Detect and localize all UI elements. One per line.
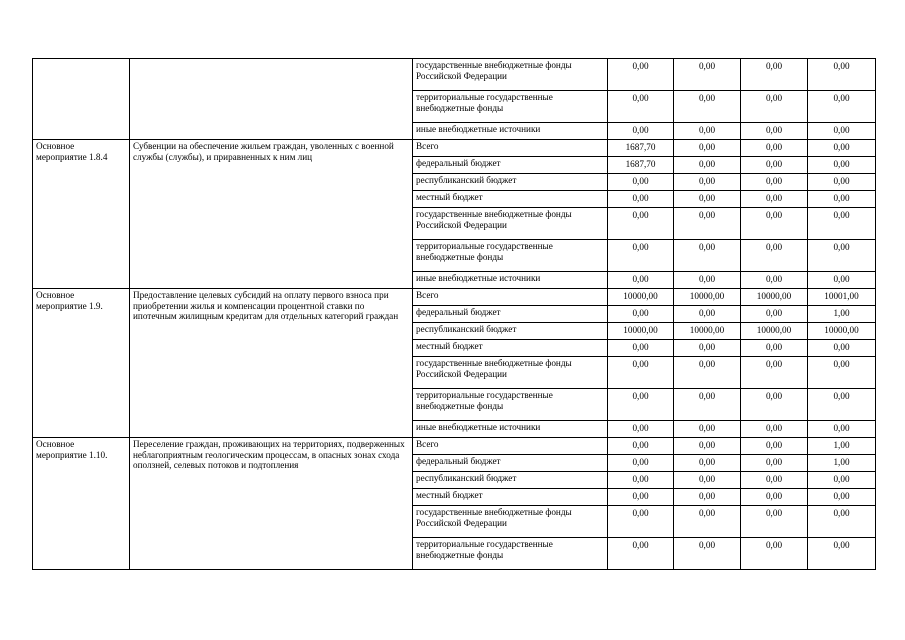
- amount-cell: 0,00: [674, 506, 741, 538]
- amount-cell: 0,00: [674, 340, 741, 357]
- amount-cell: 0,00: [741, 140, 808, 157]
- amount-cell: 0,00: [674, 91, 741, 123]
- amount-cell: 0,00: [808, 191, 876, 208]
- amount-cell: 0,00: [808, 489, 876, 506]
- amount-cell: 0,00: [741, 306, 808, 323]
- amount-cell: 0,00: [608, 357, 674, 389]
- amount-cell: 0,00: [608, 421, 674, 438]
- table-row: [33, 438, 876, 455]
- funding-source: иные внебюджетные источники: [413, 272, 608, 289]
- activity-title: Переселение граждан, проживающих на территориях, подверженных неблагоприятным геологическим процессам, в опасных зонах схода оползней, селевых потоков и подтопления: [130, 438, 413, 570]
- amount-cell: 0,00: [741, 157, 808, 174]
- funding-source: республиканский бюджет: [413, 174, 608, 191]
- amount-cell: 0,00: [608, 506, 674, 538]
- amount-cell: 0,00: [741, 455, 808, 472]
- amount-cell: 1,00: [808, 455, 876, 472]
- activity-code: Основное мероприятие 1.9.: [33, 289, 130, 438]
- amount-cell: 0,00: [741, 191, 808, 208]
- amount-cell: 0,00: [808, 421, 876, 438]
- amount-cell: 10000,00: [741, 323, 808, 340]
- funding-source: федеральный бюджет: [413, 157, 608, 174]
- activity-code: Основное мероприятие 1.10.: [33, 438, 130, 570]
- amount-cell: 0,00: [808, 240, 876, 272]
- amount-cell: 0,00: [674, 489, 741, 506]
- amount-cell: 10000,00: [808, 323, 876, 340]
- amount-cell: 0,00: [808, 123, 876, 140]
- amount-cell: 0,00: [741, 506, 808, 538]
- funding-source: федеральный бюджет: [413, 306, 608, 323]
- amount-cell: 0,00: [741, 357, 808, 389]
- funding-source: государственные внебюджетные фонды Российской Федерации: [413, 208, 608, 240]
- amount-cell: 10001,00: [808, 289, 876, 306]
- amount-cell: 0,00: [808, 389, 876, 421]
- amount-cell: 0,00: [741, 421, 808, 438]
- amount-cell: 0,00: [674, 123, 741, 140]
- funding-source: иные внебюджетные источники: [413, 123, 608, 140]
- amount-cell: 10000,00: [741, 289, 808, 306]
- amount-cell: 10000,00: [608, 289, 674, 306]
- activity-title: Субвенции на обеспечение жильем граждан, уволенных с военной службы (службы), и приравненных к ним лиц: [130, 140, 413, 289]
- amount-cell: 1,00: [808, 438, 876, 455]
- amount-cell: 0,00: [808, 59, 876, 91]
- amount-cell: 0,00: [674, 538, 741, 570]
- funding-source: территориальные государственные внебюджетные фонды: [413, 240, 608, 272]
- amount-cell: 1687,70: [608, 157, 674, 174]
- amount-cell: 0,00: [674, 389, 741, 421]
- amount-cell: 0,00: [608, 191, 674, 208]
- funding-source: Всего: [413, 438, 608, 455]
- amount-cell: 0,00: [674, 240, 741, 272]
- amount-cell: 0,00: [674, 272, 741, 289]
- amount-cell: 0,00: [741, 208, 808, 240]
- funding-source: республиканский бюджет: [413, 472, 608, 489]
- budget-table-body: [33, 59, 876, 570]
- amount-cell: 0,00: [608, 91, 674, 123]
- funding-source: территориальные государственные внебюджетные фонды: [413, 538, 608, 570]
- funding-source: Всего: [413, 140, 608, 157]
- amount-cell: 0,00: [741, 489, 808, 506]
- amount-cell: 0,00: [608, 455, 674, 472]
- amount-cell: 0,00: [741, 123, 808, 140]
- amount-cell: 0,00: [741, 538, 808, 570]
- amount-cell: 0,00: [608, 59, 674, 91]
- amount-cell: 0,00: [808, 472, 876, 489]
- amount-cell: 0,00: [741, 389, 808, 421]
- funding-source: территориальные государственные внебюджетные фонды: [413, 91, 608, 123]
- amount-cell: 1,00: [808, 306, 876, 323]
- funding-source: местный бюджет: [413, 489, 608, 506]
- funding-source: государственные внебюджетные фонды Российской Федерации: [413, 506, 608, 538]
- amount-cell: 0,00: [674, 208, 741, 240]
- amount-cell: 0,00: [741, 174, 808, 191]
- amount-cell: 0,00: [674, 157, 741, 174]
- amount-cell: 0,00: [741, 59, 808, 91]
- activity-title: Предоставление целевых субсидий на оплату первого взноса при приобретении жилья и компенсации процентной ставки по ипотечным жилищным кредитам для отдельных категорий граждан: [130, 289, 413, 438]
- amount-cell: 0,00: [808, 157, 876, 174]
- activity-code: Основное мероприятие 1.8.4: [33, 140, 130, 289]
- activity-code: [33, 59, 130, 140]
- funding-source: федеральный бюджет: [413, 455, 608, 472]
- funding-source: территориальные государственные внебюджетные фонды: [413, 389, 608, 421]
- amount-cell: 0,00: [741, 340, 808, 357]
- amount-cell: 0,00: [608, 174, 674, 191]
- amount-cell: 0,00: [674, 306, 741, 323]
- amount-cell: 10000,00: [674, 323, 741, 340]
- amount-cell: 0,00: [741, 240, 808, 272]
- activity-title: [130, 59, 413, 140]
- amount-cell: 0,00: [674, 191, 741, 208]
- funding-source: иные внебюджетные источники: [413, 421, 608, 438]
- table-row: [33, 289, 876, 306]
- budget-table: [32, 58, 876, 570]
- amount-cell: 0,00: [808, 357, 876, 389]
- table-row: [33, 59, 876, 91]
- amount-cell: 0,00: [808, 272, 876, 289]
- amount-cell: 0,00: [808, 208, 876, 240]
- funding-source: местный бюджет: [413, 191, 608, 208]
- amount-cell: 0,00: [608, 240, 674, 272]
- amount-cell: 0,00: [674, 421, 741, 438]
- amount-cell: 0,00: [608, 272, 674, 289]
- amount-cell: 0,00: [808, 174, 876, 191]
- amount-cell: 10000,00: [608, 323, 674, 340]
- amount-cell: 0,00: [808, 538, 876, 570]
- amount-cell: 0,00: [674, 455, 741, 472]
- amount-cell: 0,00: [608, 472, 674, 489]
- table-row: [33, 140, 876, 157]
- amount-cell: 0,00: [808, 91, 876, 123]
- amount-cell: 0,00: [608, 208, 674, 240]
- amount-cell: 0,00: [674, 438, 741, 455]
- amount-cell: 0,00: [674, 472, 741, 489]
- amount-cell: 0,00: [808, 140, 876, 157]
- amount-cell: 0,00: [608, 538, 674, 570]
- amount-cell: 0,00: [808, 340, 876, 357]
- amount-cell: 0,00: [608, 389, 674, 421]
- amount-cell: 10000,00: [674, 289, 741, 306]
- amount-cell: 0,00: [741, 472, 808, 489]
- amount-cell: 0,00: [741, 272, 808, 289]
- amount-cell: 0,00: [674, 140, 741, 157]
- amount-cell: 0,00: [608, 438, 674, 455]
- amount-cell: 0,00: [741, 91, 808, 123]
- amount-cell: 0,00: [608, 123, 674, 140]
- amount-cell: 0,00: [808, 506, 876, 538]
- amount-cell: 1687,70: [608, 140, 674, 157]
- amount-cell: 0,00: [608, 489, 674, 506]
- amount-cell: 0,00: [674, 174, 741, 191]
- amount-cell: 0,00: [608, 306, 674, 323]
- amount-cell: 0,00: [608, 340, 674, 357]
- funding-source: местный бюджет: [413, 340, 608, 357]
- amount-cell: 0,00: [674, 357, 741, 389]
- funding-source: Всего: [413, 289, 608, 306]
- funding-source: государственные внебюджетные фонды Российской Федерации: [413, 59, 608, 91]
- funding-source: государственные внебюджетные фонды Российской Федерации: [413, 357, 608, 389]
- amount-cell: 0,00: [674, 59, 741, 91]
- funding-source: республиканский бюджет: [413, 323, 608, 340]
- amount-cell: 0,00: [741, 438, 808, 455]
